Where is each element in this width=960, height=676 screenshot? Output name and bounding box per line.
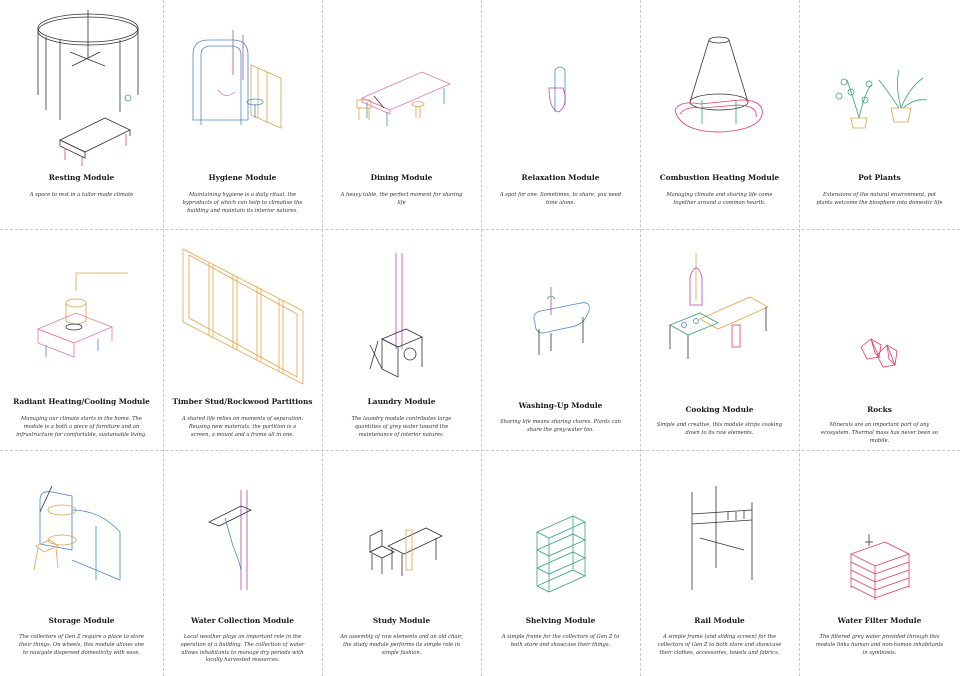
washing-up-illustration [481, 229, 640, 450]
module-title: Water Collection Module [191, 616, 294, 625]
cooking-module-illustration [640, 229, 799, 450]
module-description: A simple frame (and sliding screen) for the collectors of Gen Z to both store and showcase their clothes, accessories, towels and fabrics. [657, 634, 782, 656]
module-description: Extensions of the natural environment, pot plants welcome the biosphere into domestic life [816, 192, 943, 206]
module-title: Pot Plants [858, 173, 901, 182]
laundry-module-card [322, 229, 481, 450]
module-title: Relaxation Module [521, 173, 600, 182]
rocks-card [799, 229, 960, 450]
module-title: Water Filter Module [837, 616, 922, 625]
pot-plants-card [799, 0, 960, 229]
study-module-card [322, 450, 481, 676]
module-title: Combustion Heating Module [659, 173, 780, 182]
module-description: A simple frame for the collectors of Gen Z to both store and showcase their things. [501, 634, 620, 648]
module-description: Maintaining hygiene is a daily ritual, the byproducts of which can help to climatise the building and maintain its interior natures. [182, 192, 303, 214]
module-description: A spot for one. Sometimes, to share, you need time alone. [499, 192, 622, 206]
radiant-heating-card [0, 229, 163, 450]
rocks-illustration [799, 229, 960, 450]
combustion-heating-card [640, 0, 799, 229]
module-title: Laundry Module [367, 397, 436, 406]
module-description: Minerals are an important part of any ecosystem. Thermal mass has never been so mobile. [821, 422, 938, 444]
module-description: Sharing life means sharing chores. Plants can share the grey-water too. [500, 419, 621, 433]
module-description: Simple and creative, this module strips cooking down to its raw elements. [656, 422, 783, 436]
module-title: Timber Stud/Rockwood Partitions [172, 397, 313, 406]
module-title: Hygiene Module [208, 173, 277, 182]
module-description: A heavy table, the perfect moment for sharing life [340, 192, 463, 206]
module-title: Washing-Up Module [518, 401, 603, 410]
module-description: Local weather plays an important role in the operation of a building. The collection of water allows inhabitants to manage dry periods with locally harvested resources. [180, 634, 305, 664]
resting-module-card [0, 0, 163, 229]
hygiene-module-card [163, 0, 322, 229]
module-title: Dining Module [370, 173, 433, 182]
rail-module-card [640, 450, 799, 676]
module-description: Managing our climate starts in the home. The module is a both a piece of furniture and an infrastructure for comfortable, sustainable living. [16, 416, 147, 438]
water-filter-card [799, 450, 960, 676]
module-title: Cooking Module [685, 405, 754, 414]
module-description: An assembly of raw elements and an old chair, the study module performs its simple role in simple fashion. [340, 634, 463, 656]
module-description: A shared life relies on moments of separation. Reusing new materials, the partition is a screen, a mount and a frame all in one. [181, 416, 304, 438]
module-title: Shelving Module [525, 616, 596, 625]
module-description: The laundry module contributes large quantities of grey water toward the maintenance of interior natures. [351, 416, 452, 438]
module-description: The collectors of Gen Z require a place to store their things. On wheels, this module allows one to navigate dispersed domesticity with ease. [18, 634, 145, 656]
module-title: Resting Module [48, 173, 115, 182]
washing-up-card [481, 229, 640, 450]
module-description: The filtered grey water provided through this module links human and non-human inhabitants in symbiosis. [815, 634, 944, 656]
shelving-module-card [481, 450, 640, 676]
relaxation-module-card [481, 0, 640, 229]
storage-module-card [0, 450, 163, 676]
dining-module-card [322, 0, 481, 229]
module-title: Rail Module [694, 616, 745, 625]
module-title: Radiant Heating/Cooling Module [13, 397, 150, 406]
cooking-module-card [640, 229, 799, 450]
module-title: Storage Module [48, 616, 115, 625]
module-description: Managing climate and sharing life come together around a common hearth. [666, 192, 773, 206]
timber-partition-card [163, 229, 322, 450]
water-collection-card [163, 450, 322, 676]
module-title: Study Module [372, 616, 431, 625]
module-description: A space to rest in a tailor made climate [29, 192, 134, 198]
module-title: Rocks [867, 405, 892, 414]
